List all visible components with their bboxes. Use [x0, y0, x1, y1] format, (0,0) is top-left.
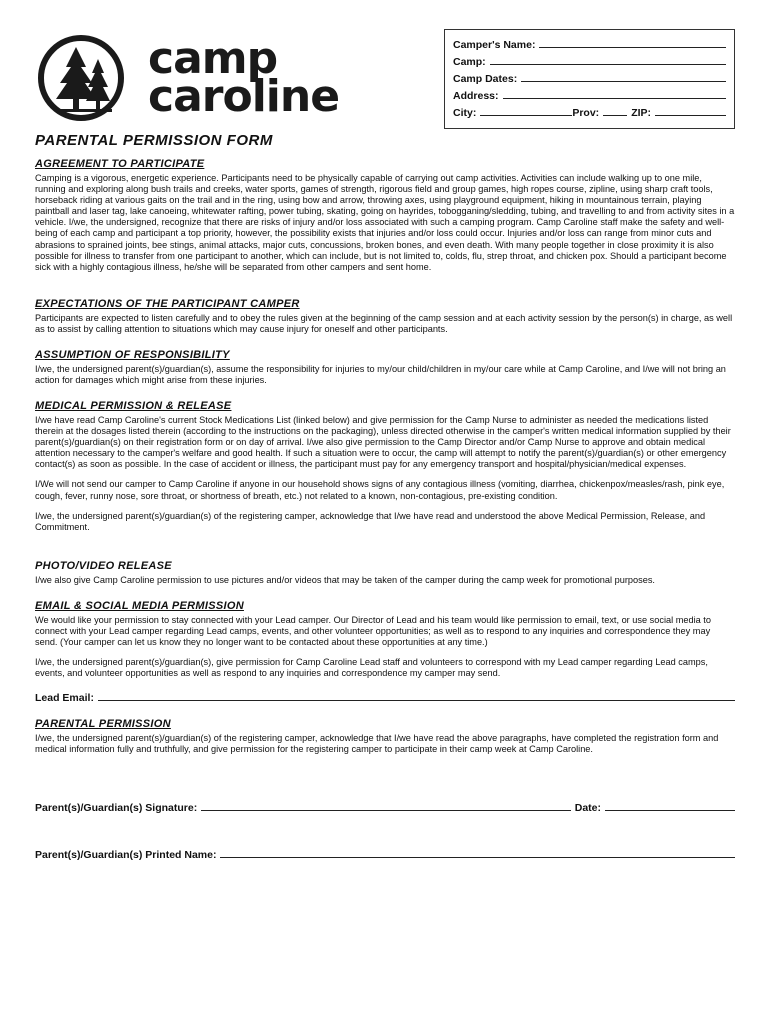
camp-row — [453, 53, 726, 70]
printed-name-row — [35, 847, 735, 861]
agreement-heading: AGREEMENT TO PARTICIPATE — [35, 158, 205, 170]
city-field[interactable] — [480, 104, 572, 116]
expectations-section — [35, 298, 735, 335]
city-label: City: — [453, 107, 477, 119]
printed-name-label: Parent(s)/Guardian(s) Printed Name: — [35, 849, 217, 861]
address-row — [453, 87, 726, 104]
responsibility-text: I/we, the undersigned parent(s)/guardian(s), assume the responsibility for injuries to my/our child/children in my/our care while at Camp Caroline, and I/we will not bring an action for damages which might arise from these injuries. — [35, 364, 726, 386]
camp-dates-field[interactable] — [521, 70, 726, 82]
date-label: Date: — [574, 802, 601, 814]
prov-field[interactable] — [603, 104, 627, 116]
email-section — [35, 600, 735, 679]
responsibility-heading: ASSUMPTION OF RESPONSIBILITY — [35, 349, 230, 361]
zip-label: ZIP: — [631, 107, 652, 119]
camper-name-label: Camper's Name: — [453, 39, 536, 51]
photo-section — [35, 560, 735, 586]
form-title: PARENTAL PERMISSION FORM — [35, 132, 273, 149]
prov-label: Prov: — [572, 107, 600, 119]
camper-info-box — [444, 29, 735, 129]
agreement-section — [35, 158, 735, 273]
tree-emblem-icon — [36, 33, 144, 123]
email-text-1: We would like your permission to stay connected with your Lead camper. Our Director of Lead and his team would like permission to email, text, or use social media to connect with your Lead camper regarding Lead camps, events, and other volunteer opportunities; as well as to respond to any inquiries and correspondence they may send. (Your camper can let us know they no longer want to be contacted about these opportunities at any time.) — [35, 615, 711, 648]
lead-email-label: Lead Email: — [35, 692, 94, 704]
signature-label: Parent(s)/Guardian(s) Signature: — [35, 802, 198, 814]
signature-row — [35, 800, 735, 814]
email-text-2: I/we, the undersigned parent(s)/guardian(s), give permission for Camp Caroline Lead staff and volunteers to correspond with my Lead camper regarding Lead camps, events, and volunteer opportunities as well as respond to any inquiries and correspondence my camper may send. — [35, 657, 708, 679]
camper-name-field[interactable] — [539, 36, 726, 48]
lead-email-field[interactable] — [98, 690, 735, 701]
zip-field[interactable] — [655, 104, 726, 116]
email-heading: EMAIL & SOCIAL MEDIA PERMISSION — [35, 600, 244, 612]
logo-word-camp: camp — [148, 33, 278, 84]
photo-text: I/we also give Camp Caroline permission to use pictures and/or videos that may be taken of the camper during the camp week for promotional purposes. — [35, 575, 655, 585]
expectations-heading: EXPECTATIONS OF THE PARTICIPANT CAMPER — [35, 298, 300, 310]
printed-name-field[interactable] — [220, 847, 735, 858]
camper-name-row — [453, 36, 726, 53]
date-field[interactable] — [605, 800, 735, 811]
expectations-text: Participants are expected to listen carefully and to obey the rules given at the beginning of the camp session and at each activity session by the person(s) in charge, as well as to assist by calling attention to situations which may cause injury for oneself and other participants. — [35, 313, 733, 335]
parental-heading: PARENTAL PERMISSION — [35, 718, 171, 730]
medical-heading: MEDICAL PERMISSION & RELEASE — [35, 400, 232, 412]
logo-word-caroline: caroline — [148, 71, 340, 122]
medical-text-1: I/we have read Camp Caroline's current Stock Medications List (linked below) and give permission for the Camp Nurse to administer as needed the medications listed therein at the dosages listed therein (according to the instructions on the packaging), unless directed otherwise in the camper's written medical information supplied by their parent(s)/guardian(s) on their registration form or on day of arrival. I/we also give permission to the Camp Director and/or Camp Nurse to approve and obtain medical attention necessary to the camper's welfare and good health. If such a situation were to occur, the camp will attempt to notify the parent(s)/guardian(s) or other emergency contact(s) as soon as possible. In the case of accident or illness, the participant must pay for any emergency transport and hospital/physician/medical expenses. — [35, 415, 731, 470]
camp-dates-row — [453, 70, 726, 87]
signature-field[interactable] — [201, 800, 571, 811]
camp-dates-label: Camp Dates: — [453, 73, 518, 85]
responsibility-section — [35, 349, 735, 386]
parental-text: I/we, the undersigned parent(s)/guardian(s) of the registering camper, acknowledge that I/we have read the above paragraphs, have completed the registration form and medical information fully and truthfully, and give permission for the registering camper to participate in their camp week at Camp Caroline. — [35, 733, 719, 755]
camp-field[interactable] — [490, 53, 726, 65]
medical-text-2: I/We will not send our camper to Camp Caroline if anyone in our household shows signs of any contagious illness (vomiting, diarrhea, chickenpox/measles/rash, pink eye, cough, fever, runny nose, sore throat, or shortness of breath, etc.) not related to a known, non-contagious, pre-existing condition. — [35, 479, 725, 501]
city-row — [453, 104, 726, 121]
photo-heading: PHOTO/VIDEO RELEASE — [35, 560, 172, 572]
medical-section — [35, 400, 735, 533]
parental-section — [35, 718, 735, 755]
medical-text-3: I/we, the undersigned parent(s)/guardian(s) of the registering camper, acknowledge that I/we have read and understood the above Medical Permission, Release, and Commitment. — [35, 510, 706, 532]
address-field[interactable] — [503, 87, 726, 99]
address-label: Address: — [453, 90, 499, 102]
camp-label: Camp: — [453, 56, 486, 68]
agreement-text: Camping is a vigorous, energetic experience. Participants need to be physically capable of carrying out camp activities. Activities can include walking up to one mile, running and exploring along bush trails and creeks, water sports, games of strength, rigorous field and group games, high ropes course, zipline, using sharp craft tools, horseback riding at various gaits on the trail and in the ring, using bow and arrow, throwing axes, using playground equipment, hiking in mountainous terrain, playing paintball and laser tag, lake canoeing, whitewater rafting, power tubing, skating, going on hayrides, tobogganing/sledding, tubing, and travelling to and from activity sites in a vehicle. I/we, the undersigned, recognize that there are risks of injury and/or loss associated with such a camping program. Camp Caroline staff make the safety and well-being of each camp and participant a top priority, however, the possibility exists that injuries and/or loss could occur. Injuries and/or loss can range from minor cuts and abrasions to sprained joints, bee stings, animal attacks, major cuts, concussions, broken bones, and even death. With many people together in close proximity it is also possible for illness to transfer from one participant to another, which can include, but is not limited to, colds, flu, strep throat, and chicken pox. Should a participant become sick with a highly contagious illness, he/she will be separated from other campers and sent home. — [35, 173, 735, 272]
lead-email-row — [35, 690, 735, 704]
camp-logo — [36, 33, 340, 123]
